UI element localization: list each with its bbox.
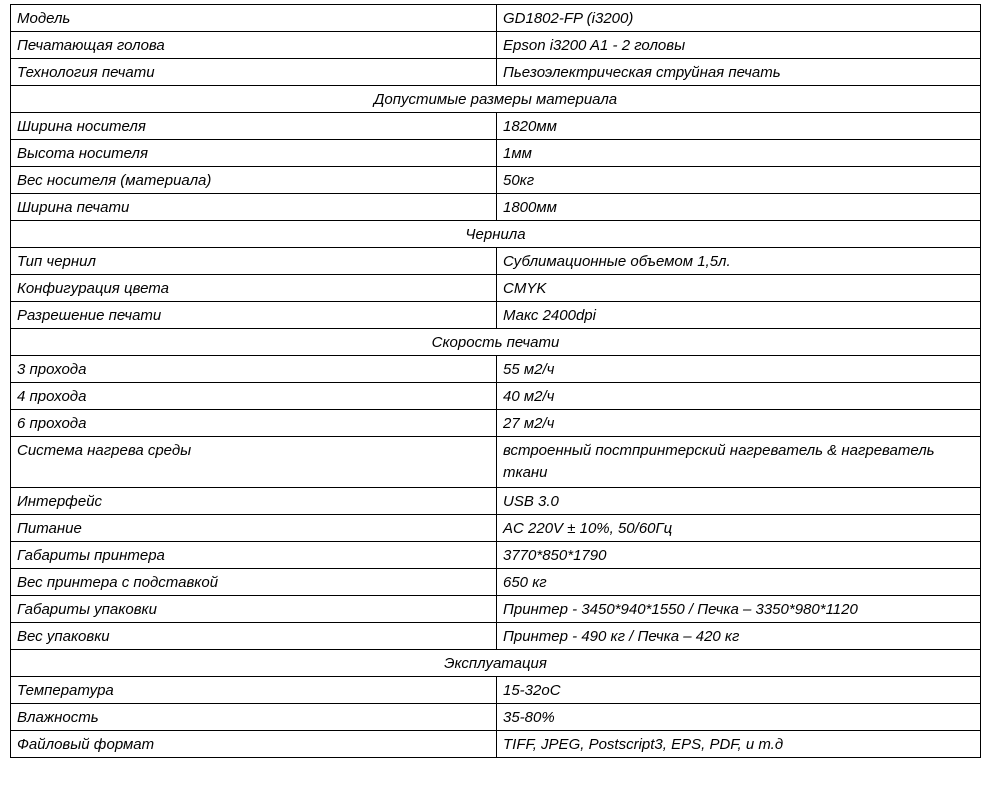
spec-row [11,140,981,167]
section-title [11,650,981,677]
spec-label: Тип чернил [17,253,96,270]
spec-label-cell [11,410,497,437]
spec-value: Принтер - 490 кг / Печка – 420 кг [503,628,740,645]
spec-label-cell [11,596,497,623]
spec-value-cell [497,5,981,32]
spec-label: 3 прохода [17,361,87,378]
spec-value-cell [497,731,981,758]
spec-label: Печатающая голова [17,37,165,54]
spec-value-cell [497,356,981,383]
spec-label: Разрешение печати [17,307,162,324]
spec-value: Пьезоэлектрическая струйная печать [503,64,781,81]
spec-label: Питание [17,520,82,537]
spec-row [11,32,981,59]
spec-value-cell [497,113,981,140]
spec-label-cell [11,248,497,275]
spec-value: 15-32оС [503,682,561,699]
spec-value: 1820мм [503,118,557,135]
section-header-row [11,221,981,248]
spec-row [11,383,981,410]
spec-label: 6 прохода [17,415,87,432]
spec-value-cell [497,704,981,731]
spec-value: 3770*850*1790 [503,547,607,564]
spec-row [11,248,981,275]
spec-value-cell [497,515,981,542]
spec-value: встроенный постпринтерский нагреватель & нагреватель ткани [503,442,935,481]
spec-value-cell [497,383,981,410]
spec-label-cell [11,59,497,86]
spec-label-cell [11,731,497,758]
spec-value: TIFF, JPEG, Postscript3, EPS, PDF, и т.д [503,736,784,753]
spec-value: Макс 2400dpi [503,307,596,324]
spec-value-cell [497,59,981,86]
spec-row [11,194,981,221]
section-title [11,221,981,248]
spec-row [11,515,981,542]
spec-value-cell [497,194,981,221]
spec-label-cell [11,356,497,383]
spec-value: CMYK [503,280,547,297]
spec-label: 4 прохода [17,388,87,405]
section-title-text: Допустимые размеры материала [373,91,618,108]
section-header-row [11,86,981,113]
spec-label: Высота носителя [17,145,148,162]
spec-label: Ширина печати [17,199,130,216]
spec-label-cell [11,488,497,515]
spec-value: Сублимационные объемом 1,5л. [503,253,731,270]
section-title-text: Скорость печати [431,334,560,351]
spec-label: Габариты принтера [17,547,165,564]
spec-label-cell [11,275,497,302]
spec-value-cell [497,488,981,515]
spec-label: Температура [17,682,114,699]
spec-label: Вес принтера с подставкой [17,574,219,591]
spec-label-cell [11,194,497,221]
spec-value-cell [497,596,981,623]
spec-label-cell [11,5,497,32]
spec-table-body [11,5,981,758]
spec-row [11,596,981,623]
spec-label: Интерфейс [17,493,103,510]
spec-row [11,113,981,140]
spec-label-cell [11,677,497,704]
spec-row [11,356,981,383]
section-title [11,329,981,356]
spec-value-cell [497,437,981,488]
spec-label: Система нагрева среды [17,442,192,459]
spec-row [11,677,981,704]
spec-label-cell [11,569,497,596]
spec-row [11,5,981,32]
spec-label-cell [11,623,497,650]
spec-row [11,704,981,731]
section-title-text: Чернила [465,226,526,243]
spec-row [11,275,981,302]
spec-label: Модель [17,10,71,27]
spec-label: Влажность [17,709,99,726]
spec-row [11,488,981,515]
spec-label: Конфигурация цвета [17,280,169,297]
spec-label: Технология печати [17,64,155,81]
spec-value-cell [497,140,981,167]
spec-label: Файловый формат [17,736,155,753]
spec-label: Вес носителя (материала) [17,172,212,189]
spec-row [11,167,981,194]
section-header-row [11,329,981,356]
spec-value: 1мм [503,145,532,162]
spec-value: 27 м2/ч [503,415,555,432]
spec-value: AC 220V ± 10%, 50/60Гц [503,520,673,537]
section-title-text: Эксплуатация [444,655,547,672]
spec-row [11,731,981,758]
spec-value-cell [497,248,981,275]
spec-value-cell [497,167,981,194]
spec-value: 55 м2/ч [503,361,555,378]
spec-value: Epson i3200 A1 - 2 головы [503,37,686,54]
spec-row [11,542,981,569]
spec-value: Принтер - 3450*940*1550 / Печка – 3350*980*1120 [503,601,858,618]
spec-table [10,4,981,758]
section-title [11,86,981,113]
spec-value-cell [497,542,981,569]
spec-label-cell [11,704,497,731]
spec-value-cell [497,275,981,302]
spec-value: 40 м2/ч [503,388,555,405]
section-header-row [11,650,981,677]
spec-label-cell [11,383,497,410]
spec-label-cell [11,437,497,488]
spec-row [11,410,981,437]
spec-value-cell [497,569,981,596]
spec-row [11,623,981,650]
spec-label: Габариты упаковки [17,601,157,618]
spec-label-cell [11,32,497,59]
spec-value: 35-80% [503,709,555,726]
spec-label-cell [11,140,497,167]
spec-value: 1800мм [503,199,557,216]
spec-label-cell [11,542,497,569]
spec-label-cell [11,113,497,140]
spec-value: 50кг [503,172,535,189]
spec-value: GD1802-FP (i3200) [503,10,634,27]
spec-row [11,437,981,488]
spec-label-cell [11,515,497,542]
spec-row [11,59,981,86]
spec-value-cell [497,623,981,650]
spec-row [11,302,981,329]
spec-value: USB 3.0 [503,493,559,510]
spec-value: 650 кг [503,574,547,591]
spec-value-cell [497,677,981,704]
spec-value-cell [497,32,981,59]
spec-label-cell [11,302,497,329]
spec-label-cell [11,167,497,194]
spec-label: Ширина носителя [17,118,146,135]
spec-row [11,569,981,596]
spec-value-cell [497,302,981,329]
spec-value-cell [497,410,981,437]
spec-label: Вес упаковки [17,628,110,645]
